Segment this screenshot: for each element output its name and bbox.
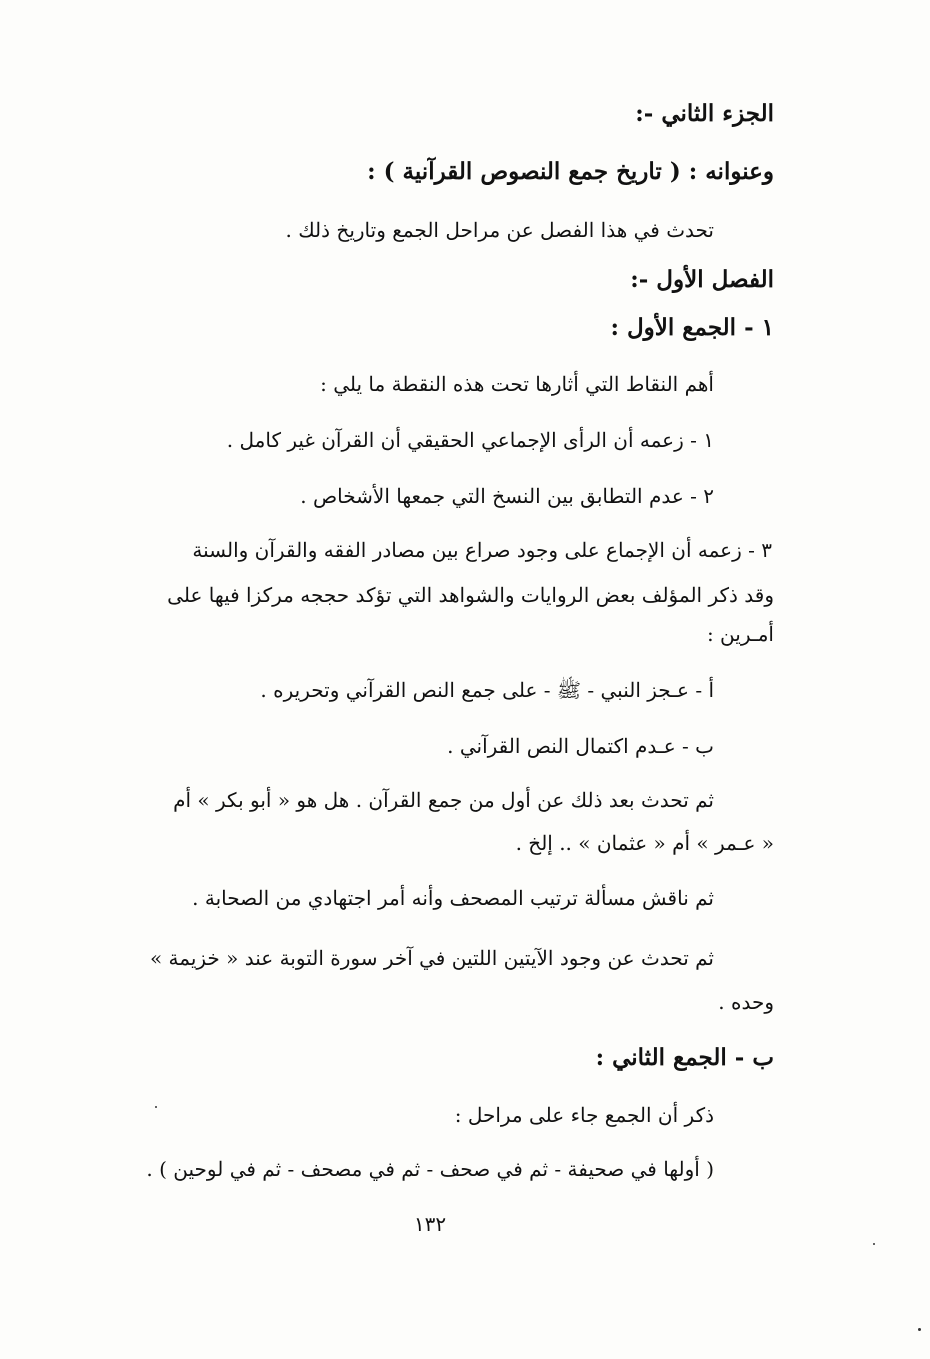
scan-speck [918, 1328, 921, 1331]
two-verses-line-1: ثم تحدث عن وجود الآيتين اللتين في آخر سورة التوبة عند « خزيمة » [149, 946, 714, 970]
point-3: ٣ - زعمه أن الإجماع على وجود صراع بين مصادر الفقه والقرآن والسنة [192, 538, 772, 562]
ordering-paragraph: ثم ناقش مسألة ترتيب المصحف وأنه أمر اجتهادي من الصحابة . [192, 886, 714, 910]
scan-speck [873, 1243, 875, 1245]
scan-speck [155, 1106, 157, 1108]
stages-intro: ذكر أن الجمع جاء على مراحل : [454, 1103, 714, 1127]
part-title: وعنوانه : ( تاريخ جمع النصوص القرآنية ) : [367, 158, 774, 185]
section-heading-first-collection: ١ - الجمع الأول : [610, 314, 774, 341]
item-a: أ - عـجز النبي - ﷺ - على جمع النص القرآني وتحريره . [260, 678, 714, 702]
author-paragraph-line-1: وقد ذكر المؤلف بعض الروايات والشواهد التي تؤكد حججه مركزا فيها على [167, 583, 774, 607]
stages-list: ( أولها في صحيفة - ثم في صحف - ثم في مصحف - ثم في لوحين ) . [146, 1157, 714, 1181]
author-paragraph-line-2: أمـرين : [706, 622, 774, 646]
points-intro: أهم النقاط التي أثارها تحت هذه النقطة ما يلي : [320, 372, 714, 396]
intro-paragraph: تحدث في هذا الفصل عن مراحل الجمع وتاريخ ذلك . [285, 218, 714, 242]
chapter-heading: الفصل الأول -: [630, 266, 774, 293]
point-2: ٢ - عدم التطابق بين النسخ التي جمعها الأشخاص . [300, 484, 714, 508]
two-verses-line-2: وحده . [718, 990, 774, 1014]
page-number: ١٣٢ [413, 1212, 447, 1236]
section-heading-second-collection: ب - الجمع الثاني : [595, 1044, 774, 1071]
first-collector-line-2: « عـمر » أم « عثمان » .. إلخ . [515, 831, 774, 855]
part-heading: الجزء الثاني -: [635, 100, 774, 127]
point-1: ١ - زعمه أن الرأى الإجماعي الحقيقي أن القرآن غير كامل . [226, 428, 714, 452]
first-collector-line-1: ثم تحدث بعد ذلك عن أول من جمع القرآن . هل هو « أبو بكر » أم [173, 788, 714, 812]
item-b: ب - عـدم اكتمال النص القرآني . [447, 734, 714, 758]
